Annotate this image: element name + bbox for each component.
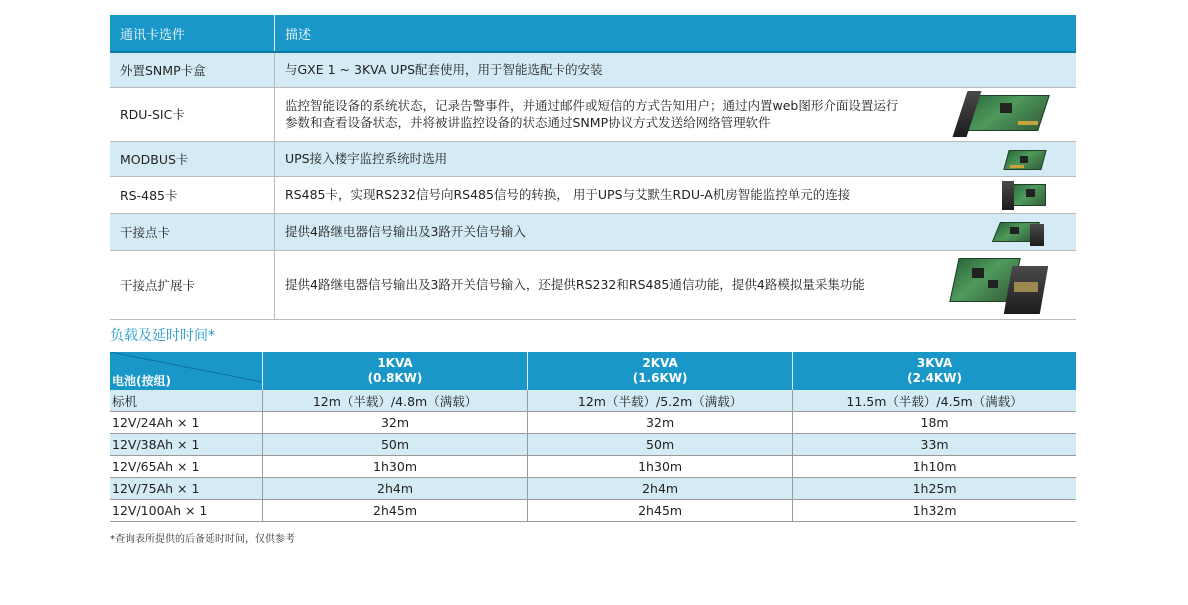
battery-config: 12V/75Ah × 1 <box>110 478 263 500</box>
battery-config: 12V/24Ah × 1 <box>110 412 263 434</box>
column-header-power: (2.4KW) <box>907 371 962 385</box>
table-row <box>110 412 1076 434</box>
table-row <box>110 52 1076 87</box>
runtime-value: 18m <box>793 412 1076 434</box>
card-description-text: 与GXE 1 ~ 3KVA UPS配套使用，用于智能选配卡的安装 <box>285 62 603 78</box>
rs485-card-image <box>1002 181 1046 210</box>
card-options-table <box>110 15 1076 320</box>
battery-corner-cell <box>110 352 263 390</box>
card-description-text: UPS接入楼宇监控系统时选用 <box>285 151 448 166</box>
column-header-1kva <box>263 352 528 390</box>
card-description-text: 提供4路继电器信号输出及3路开关信号输入，还提供RS232和RS485通信功能，提供4路模拟量采集功能 <box>285 277 865 292</box>
header-card-option: 通讯卡选件 <box>110 15 275 52</box>
modbus-card-image <box>1002 147 1046 173</box>
rdu-sic-card-image <box>960 91 1046 137</box>
dry-contact-card-image <box>994 218 1046 246</box>
runtime-value: 1h30m <box>263 456 528 478</box>
dry-contact-expansion-card-image <box>952 254 1046 316</box>
card-options-header-row <box>110 15 1076 52</box>
card-name: RS-485卡 <box>110 176 275 213</box>
column-header-power: (1.6KW) <box>632 371 688 385</box>
runtime-value: 33m <box>793 434 1076 456</box>
battery-group-label: 电池(按组) <box>112 374 171 388</box>
runtime-value: 1h32m <box>793 500 1076 522</box>
battery-config: 12V/100Ah × 1 <box>110 500 263 522</box>
battery-config: 标机 <box>110 390 263 412</box>
table-row <box>110 456 1076 478</box>
card-description <box>275 176 1077 213</box>
runtime-value: 12m（半载）/4.8m（满载） <box>263 390 528 412</box>
runtime-value: 1h10m <box>793 456 1076 478</box>
runtime-value: 11.5m（半载）/4.5m（满载） <box>793 390 1076 412</box>
table-row <box>110 250 1076 319</box>
card-name: MODBUS卡 <box>110 141 275 176</box>
table-row <box>110 87 1076 141</box>
section-title: 负载及延时时间* <box>110 328 215 344</box>
runtime-value: 32m <box>528 412 793 434</box>
runtime-value: 1h30m <box>528 456 793 478</box>
table-row <box>110 390 1076 412</box>
battery-config: 12V/38Ah × 1 <box>110 434 263 456</box>
card-description <box>275 141 1077 176</box>
header-description: 描述 <box>275 15 1077 52</box>
column-header-power: (0.8KW) <box>367 371 423 385</box>
card-name: 干接点扩展卡 <box>110 250 275 319</box>
card-description <box>275 52 1077 87</box>
card-description-text: RS485卡，实现RS232信号向RS485信号的转换， 用于UPS与艾默生RDU-A机房智能监控单元的连接 <box>285 187 851 202</box>
table-row <box>110 176 1076 213</box>
column-header-rating: 1KVA <box>377 356 413 370</box>
column-header-3kva <box>793 352 1076 390</box>
card-name: 外置SNMP卡盒 <box>110 52 275 87</box>
card-name: RDU-SIC卡 <box>110 87 275 141</box>
runtime-value: 50m <box>528 434 793 456</box>
column-header-rating: 3KVA <box>916 356 953 370</box>
card-description <box>275 250 1077 319</box>
runtime-value: 1h25m <box>793 478 1076 500</box>
runtime-header-row <box>110 352 1076 390</box>
footnote: *查询表所提供的后备延时时间，仅供参考 <box>110 534 295 545</box>
runtime-table <box>110 352 1076 522</box>
runtime-value: 12m（半载）/5.2m（满载） <box>528 390 793 412</box>
runtime-value: 2h4m <box>263 478 528 500</box>
runtime-value: 2h45m <box>528 500 793 522</box>
table-row <box>110 213 1076 250</box>
runtime-value: 2h45m <box>263 500 528 522</box>
battery-config: 12V/65Ah × 1 <box>110 456 263 478</box>
runtime-value: 2h4m <box>528 478 793 500</box>
column-header-rating: 2KVA <box>642 356 678 370</box>
card-description <box>275 213 1077 250</box>
card-description-text: 监控智能设备的系统状态，记录告警事件，并通过邮件或短信的方式告知用户；通过内置web图形介面设置运行参数和查看设备状态，并将被讲监控设备的状态通过SNMP协议方式发送给网络管理软件 <box>285 98 899 130</box>
runtime-value: 32m <box>263 412 528 434</box>
runtime-value: 50m <box>263 434 528 456</box>
table-row <box>110 478 1076 500</box>
column-header-2kva <box>528 352 793 390</box>
card-description-text: 提供4路继电器信号输出及3路开关信号输入 <box>285 224 526 239</box>
card-description <box>275 87 1077 141</box>
table-row <box>110 434 1076 456</box>
table-row <box>110 500 1076 522</box>
table-row <box>110 141 1076 176</box>
card-name: 干接点卡 <box>110 213 275 250</box>
